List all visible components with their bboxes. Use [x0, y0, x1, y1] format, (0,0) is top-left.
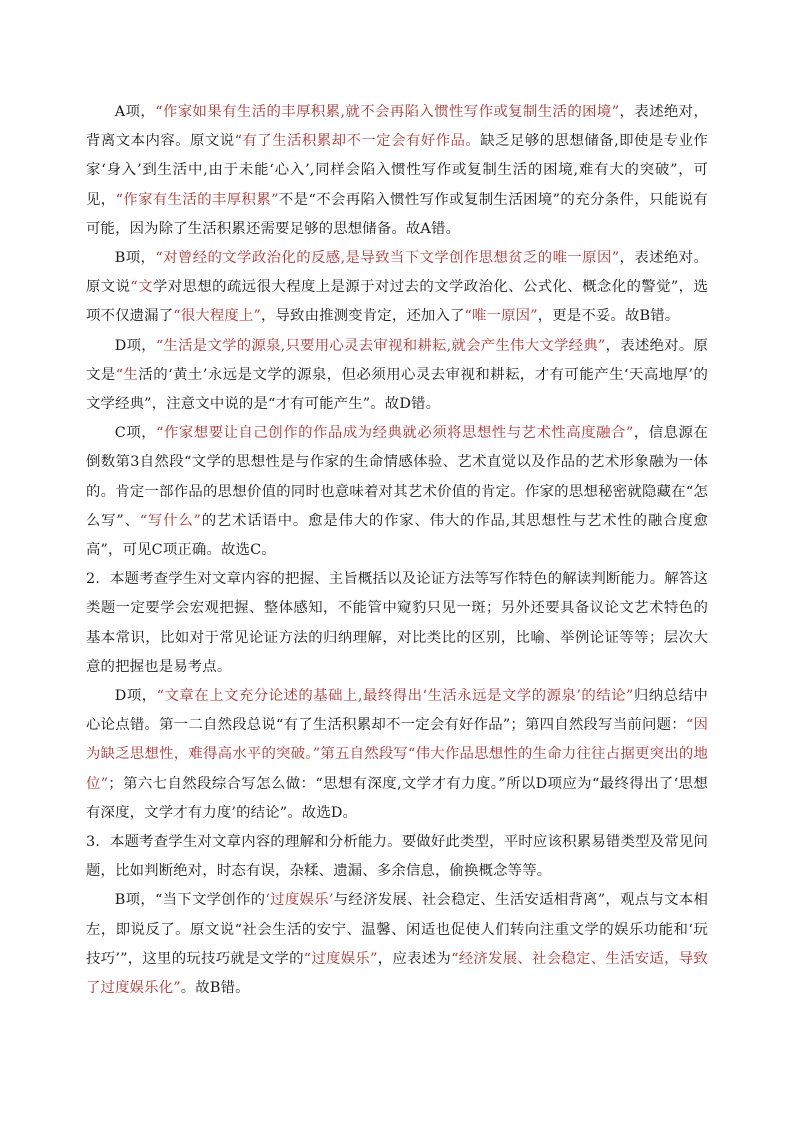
- paragraph: [86, 244, 708, 332]
- text-segment: B项，: [114, 250, 156, 267]
- text-segment: ，表述绝对，背离文本内容。原文说: [86, 104, 708, 150]
- text-segment: 活的‘黄土’永远是文学的源泉，但必须用心灵去审视和耕耘，才有可能产生‘天高地厚’的文学经典”，注意文中说的是“才有可能产生”。故D错。: [86, 366, 708, 413]
- text-segment: ，信息源在倒数第3自然段“文学的思想性是与作家的生命情感体验、艺术直觉以及作品的艺术形象融为一体的。肯定一部作品的思想价值的同时也意味着对其艺术价值的肯定。作家的思想秘密就隐藏在“怎么写”、: [86, 425, 708, 529]
- text-segment: D项，: [114, 337, 156, 354]
- paragraph: [86, 886, 708, 1003]
- highlighted-text: “作家有生活的丰厚积累”: [115, 191, 279, 208]
- text-segment: D项，: [114, 688, 157, 705]
- text-segment: 不是“不会再陷入惯性写作或复制生活困境”的充分条件，只能说有可能，因为除了生活积累还需要足够的思想储备。故A错。: [86, 191, 708, 237]
- paragraph: [86, 565, 708, 682]
- paragraph: [86, 419, 708, 565]
- text-segment: ，导致由推测变肯定，还加入了: [260, 308, 465, 325]
- text-segment: A项，: [114, 104, 156, 120]
- paragraph: [86, 682, 708, 828]
- text-segment: 学对思想的疏远很大程度上是源于对过去的文学政治化、公式化、概念化的警觉”，选项不仅遗漏了: [86, 279, 708, 325]
- text-segment: 与经济发展、社会稳定、生活安适相背离”，观点与文本相左，即说反了。原文说“社会生活的安宁、温馨、闲适也促使人们转向注重文学的娱乐功能和‘玩技巧’”，这里的玩技巧就是文学的: [86, 892, 708, 967]
- text-segment: C项，: [114, 425, 157, 442]
- text-segment: 。故B错。: [180, 980, 250, 997]
- text-segment: ，表述绝对。原文是: [86, 337, 708, 383]
- highlighted-text: “生活是文学的源泉,只要用心灵去审视和耕耘,就会产生伟大文学经典”: [155, 337, 606, 354]
- highlighted-text: “过度娱乐”: [303, 950, 378, 967]
- highlighted-text: ‘过度娱乐’: [265, 892, 334, 909]
- highlighted-text: “有了生活积累却不一定会有好作品。: [234, 133, 481, 150]
- text-segment: ，应表述为: [377, 950, 452, 967]
- answer-explanations: [86, 98, 708, 1003]
- text-segment: 3．本题考查学生对文章内容的理解和分析能力。要做好此类型，平时应该积累易错类型及常见问题，比如判断绝对，时态有误，杂糅、遗漏、多余信息，偷换概念等等。: [86, 834, 708, 880]
- highlighted-text: “写什么”: [139, 512, 202, 529]
- highlighted-text: “作家想要让自己创作的作品成为经典就必须将思想性与艺术性高度融合”: [156, 425, 634, 442]
- highlighted-text: “经济发展、社会稳定、生活安适，导致了过度娱乐化”: [86, 950, 708, 997]
- highlighted-text: “对曾经的文学政治化的反感,是导致当下文学创作思想贫乏的唯一原因”: [155, 250, 620, 267]
- highlighted-text: “唯一原因”: [464, 308, 538, 325]
- highlighted-text: “因为缺乏思想性，难得高水平的突破。”第五自然段写“伟大作品思想性的生命力往往占据更突出的地位”: [86, 717, 708, 792]
- highlighted-text: “生: [115, 366, 139, 383]
- text-segment: 2．本题考查学生对文章内容的把握、主旨概括以及论证方法等写作特色的解读判断能力。解答这类题一定要学会宏观把握、整体感知，不能管中窥豹只见一斑；另外还要具备议论文艺术特色的基本常识，比如对于常见论证方法的归纳理解，对比类比的区别，比喻、举例论证等等；层次大意的把握也是易考点。: [86, 571, 708, 675]
- text-segment: ，表述绝对。原文说: [86, 250, 708, 296]
- text-segment: 的艺术话语中。愈是伟大的作家、伟大的作品,其思想性与艺术性的融合度愈高”，可见C项正确。故选C。: [86, 512, 708, 559]
- paragraph: [86, 828, 708, 886]
- highlighted-text: “文章在上文充分论述的基础上,最终得出‘生活永远是文学的源泉’的结论”: [156, 688, 634, 705]
- highlighted-text: “文: [130, 279, 153, 296]
- text-segment: 归纳总结中心论点错。第一二自然段总说“有了生活积累却不一定会有好作品”；第四自然段写当前问题：: [86, 688, 708, 734]
- text-segment: B项，“当下文学创作的: [114, 892, 266, 909]
- text-segment: 缺乏足够的思想储备,即使是专业作家‘身入’到生活中,由于未能‘心入’,同样会陷入惯性写作或复制生活的困境,难有大的突破”，可见，: [86, 133, 708, 208]
- paragraph: [86, 332, 708, 420]
- text-segment: ；第六七自然段综合写怎么做：“思想有深度,文学才有力度。”所以D项应为“最终得出了‘思想有深度，文学才有力度’的结论”。故选D。: [86, 775, 708, 821]
- paragraph: [86, 98, 708, 244]
- text-segment: ，更是不妥。故B错。: [537, 308, 680, 325]
- highlighted-text: “很大程度上”: [173, 308, 261, 325]
- highlighted-text: “作家如果有生活的丰厚积累,就不会再陷入惯性写作或复制生活的困境”: [155, 104, 620, 120]
